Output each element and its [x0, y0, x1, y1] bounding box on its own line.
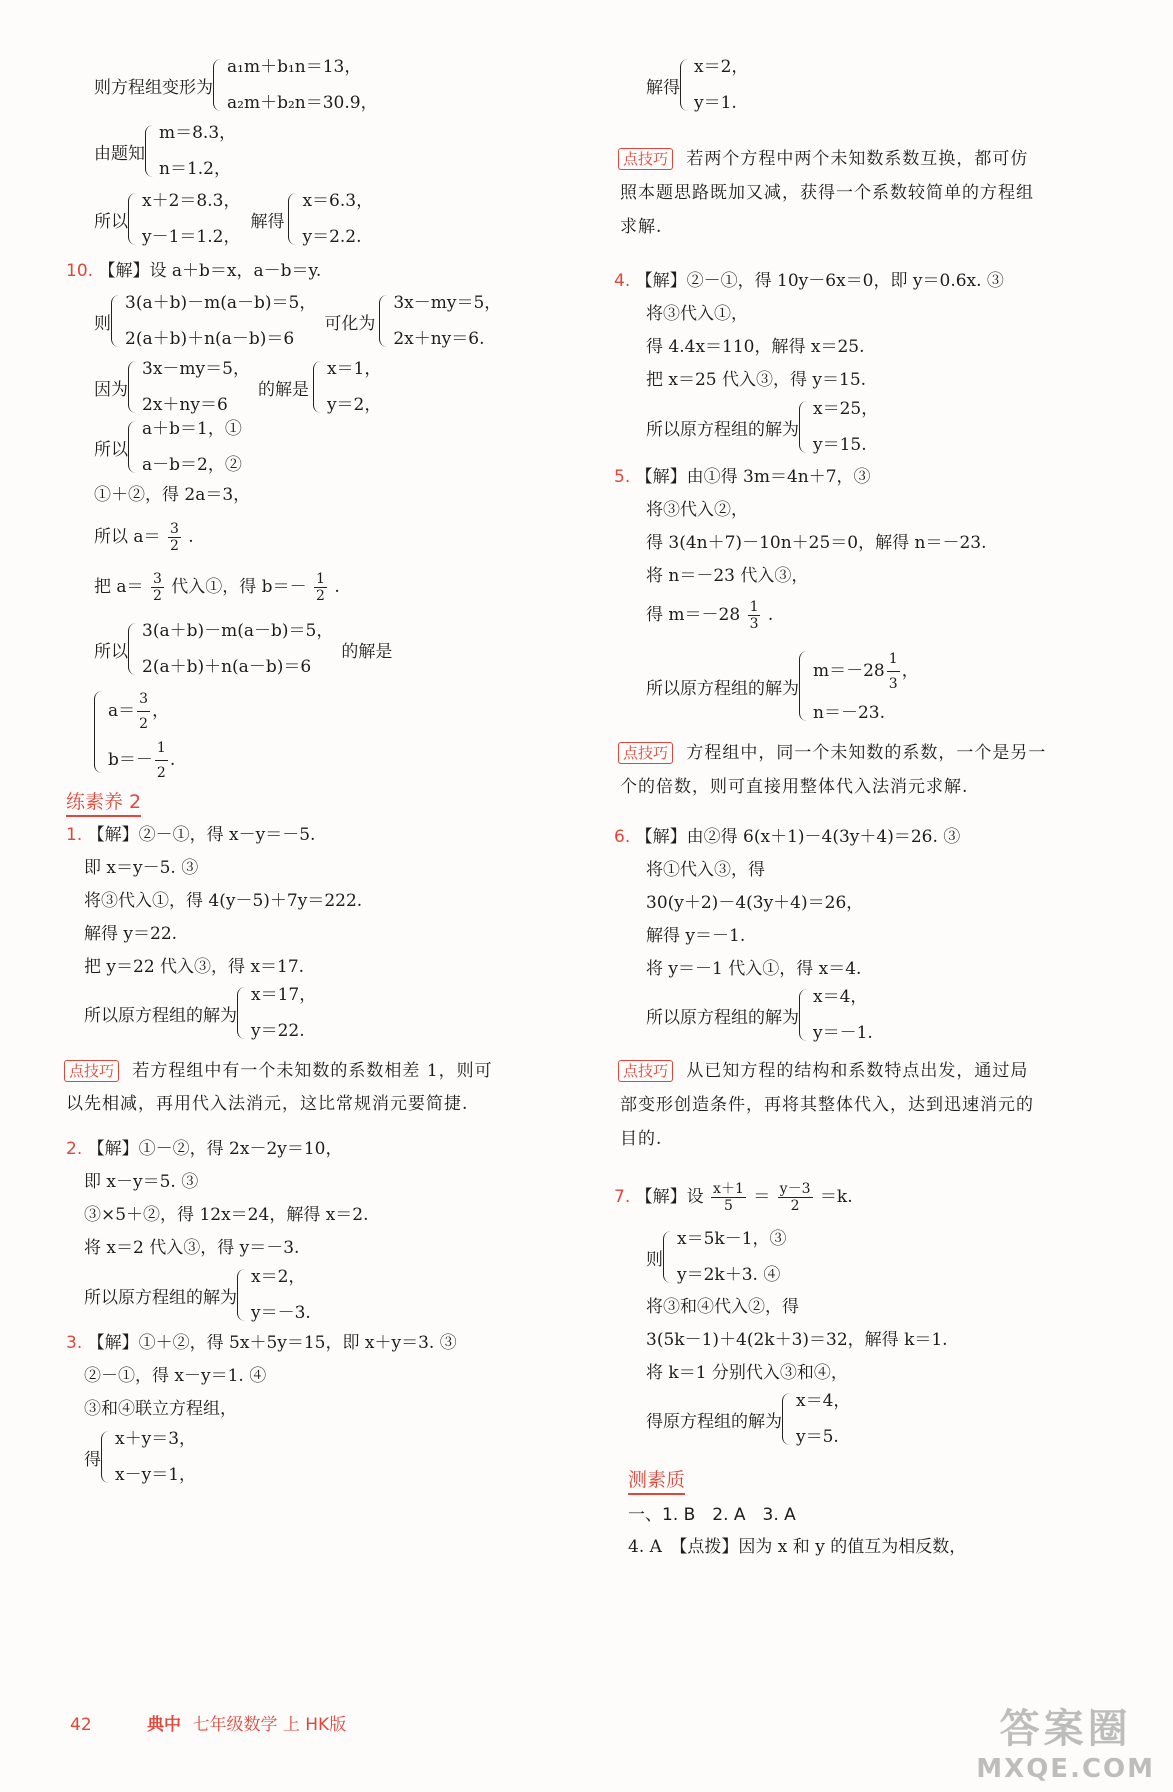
step-line: 解得 y＝22.	[84, 924, 178, 944]
brace	[237, 1269, 247, 1321]
brace	[680, 59, 690, 111]
tip-badge: 点技巧	[618, 742, 673, 764]
tip-text: 以先相减，再用代入法消元，这比常规消元要简捷.	[66, 1094, 469, 1114]
problem-7-head: 7. 【解】设 $\frac{x+1}{5}$ ＝ $\frac{y-3}{2}$ ＝k.	[614, 1181, 853, 1214]
equation-line: 所以 x＋2＝8.3， y－1＝1.2， 解得 x＝6.3， y＝2.2.	[94, 191, 374, 247]
step-line: 将③代入②，	[646, 500, 748, 520]
page-footer	[70, 1710, 346, 1735]
brace	[213, 59, 223, 111]
brace	[663, 1231, 673, 1283]
fraction: $\frac{y-3}{2}$	[779, 1181, 811, 1214]
brace	[94, 691, 104, 773]
fraction: $\frac{x+1}{5}$	[713, 1181, 744, 1214]
brace	[101, 1431, 111, 1483]
step-line: 即 x－y＝5. ③	[84, 1172, 199, 1192]
answer-line: 所以原方程组的解为 x＝2， y＝－3.	[84, 1267, 311, 1323]
tip-badge: 点技巧	[618, 148, 673, 170]
step-line: 将 x＝2 代入③，得 y＝－3.	[84, 1238, 300, 1258]
tip-box: 点技巧 从已知方程的结构和系数特点出发，通过局	[618, 1059, 1028, 1083]
step-line: 解得 y＝－1.	[646, 926, 746, 946]
page-number: 42	[70, 1715, 92, 1735]
step-line: 把 x＝25 代入③，得 y＝15.	[646, 370, 867, 390]
step-line: 得 m＝－28 $\frac{1}{3}$ .	[646, 599, 774, 632]
brace	[313, 361, 323, 413]
tip-badge: 点技巧	[618, 1060, 673, 1082]
problem-3-head: 3. 【解】①＋②，得 5x＋5y＝15，即 x＋y＝3. ③	[66, 1333, 457, 1353]
step-line: 30(y＋2)－4(3y＋4)＝26，	[646, 893, 864, 913]
brace	[128, 361, 138, 413]
tip-text: 个的倍数，则可直接用整体代入法消元求解.	[620, 777, 969, 797]
step-line: 将 n＝－23 代入③，	[646, 566, 809, 586]
tip-text: 部变形创造条件，再将其整体代入，达到迅速消元的	[620, 1095, 1034, 1115]
step-line: ③和④联立方程组，	[84, 1399, 237, 1419]
equation-line: 则 3(a＋b)－m(a－b)＝5， 2(a＋b)＋n(a－b)＝6 可化为 3x－my＝5， 2x＋ny＝6.	[94, 293, 502, 349]
brace	[237, 987, 247, 1039]
fraction: $\frac{1}{3}$	[749, 599, 759, 632]
step-line: 将③代入①，	[646, 304, 748, 324]
step-line: 将③代入①，得 4(y－5)＋7y＝222.	[84, 891, 363, 911]
answer-line: 所以原方程组的解为 x＝25， y＝15.	[646, 399, 879, 455]
fraction: $\frac{3}{2}$	[137, 687, 150, 736]
brace	[128, 193, 138, 245]
step-line: 即 x＝y－5. ③	[84, 858, 199, 878]
choice-answers: 一、1. B 2. A 3. A	[628, 1505, 796, 1525]
tip-text: 照本题思路既加又减，获得一个系数较简单的方程组	[620, 183, 1034, 203]
brace	[128, 623, 138, 675]
equation-line: 所以 a＋b＝1，① a－b＝2，②	[94, 419, 242, 475]
fraction: $\frac{3}{2}$	[169, 521, 179, 554]
tip-box: 点技巧 若方程组中有一个未知数的系数相差 1，则可	[64, 1059, 493, 1083]
problem-10-head: 10. 【解】设 a＋b＝x，a－b＝y.	[66, 261, 322, 281]
problem-4b: 4. A 【点拨】因为 x 和 y 的值互为相反数，	[628, 1537, 967, 1557]
step-line: 得 4.4x＝110，解得 x＝25.	[646, 337, 865, 357]
tip-text: 求解.	[620, 217, 663, 237]
tip-box: 点技巧 若两个方程中两个未知数系数互换，都可仿	[618, 147, 1028, 171]
step-line: 将①代入③，得	[646, 860, 765, 880]
answer-line: 得 x＋y＝3， x－y＝1，	[84, 1429, 197, 1485]
watermark: 答案圈 MXQE.COM	[976, 1706, 1155, 1784]
brace	[782, 1393, 792, 1445]
answer-line: 所以原方程组的解为 m＝－28 $\frac{1}{3}$ ， n＝－23.	[646, 647, 919, 725]
equation-line: 则方程组变形为 a₁m＋b₁n＝13， a₂m＋b₂n＝30.9，	[94, 57, 378, 113]
tip-badge: 点技巧	[64, 1060, 119, 1082]
equation-line: 由题知 m＝8.3， n＝1.2，	[94, 123, 237, 179]
problem-6-head: 6. 【解】由②得 6(x＋1)－4(3y＋4)＝26. ③	[614, 827, 961, 847]
step-line: ①＋②，得 2a＝3，	[94, 485, 251, 505]
equation-line: 则 x＝5k－1，③ y＝2k＋3. ④	[646, 1229, 787, 1285]
step-line: 把 a＝ $\frac{3}{2}$ 代入①，得 b＝－ $\frac{1}{2}$ .	[94, 571, 340, 604]
brace	[288, 193, 298, 245]
book-title: 七年级数学 上 HK版	[192, 1715, 347, 1735]
brace	[145, 125, 155, 177]
fraction: $\frac{1}{2}$	[315, 571, 325, 604]
fraction: $\frac{1}{3}$	[887, 647, 900, 696]
step-line: 把 y＝22 代入③，得 x＝17.	[84, 957, 305, 977]
brace	[128, 421, 138, 473]
answer-line: 所以原方程组的解为 x＝17， y＝22.	[84, 985, 317, 1041]
problem-5-head: 5. 【解】由①得 3m＝4n＋7，③	[614, 467, 871, 487]
brace	[111, 295, 121, 347]
step-line: 将 k＝1 分别代入③和④，	[646, 1363, 848, 1383]
step-line: 将③和④代入②，得	[646, 1297, 799, 1317]
section-title: 练素养 2	[66, 787, 141, 817]
answer-line: 所以原方程组的解为 x＝4， y＝－1.	[646, 987, 873, 1043]
fraction: $\frac{1}{2}$	[155, 736, 168, 785]
problem-1-head: 1. 【解】②－①，得 x－y＝－5.	[66, 825, 316, 845]
brace	[799, 651, 809, 721]
step-line: 3(5k－1)＋4(2k＋3)＝32，解得 k＝1.	[646, 1330, 948, 1350]
brace	[799, 989, 809, 1041]
section-title: 测素质	[628, 1465, 685, 1495]
step-line: 所以 a＝ $\frac{3}{2}$ .	[94, 521, 194, 554]
brand-logo: 典中	[147, 1715, 182, 1735]
brace	[379, 295, 389, 347]
step-line: ③×5＋②，得 12x＝24，解得 x＝2.	[84, 1205, 369, 1225]
step-line: 得 3(4n＋7)－10n＋25＝0，解得 n＝－23.	[646, 533, 987, 553]
answer-line: 得原方程组的解为 x＝4， y＝5.	[646, 1391, 851, 1447]
problem-4-head: 4. 【解】②－①，得 10y－6x＝0，即 y＝0.6x. ③	[614, 271, 1004, 291]
fraction: $\frac{3}{2}$	[152, 571, 162, 604]
step-line: 将 y＝－1 代入①，得 x＝4.	[646, 959, 862, 979]
equation-line: 因为 3x－my＝5， 2x＋ny＝6 的解是 x＝1， y＝2，	[94, 359, 382, 415]
equation-line: a＝ $\frac{3}{2}$ ， b＝－ $\frac{1}{2}$ .	[94, 687, 175, 777]
brace	[799, 401, 809, 453]
tip-box: 点技巧 方程组中，同一个未知数的系数，一个是另一	[618, 741, 1046, 765]
tip-text: 目的.	[620, 1129, 663, 1149]
step-line: ②－①，得 x－y＝1. ④	[84, 1366, 267, 1386]
answer-line: 解得 x＝2， y＝1.	[646, 57, 749, 113]
problem-2-head: 2. 【解】①－②，得 2x－2y＝10，	[66, 1139, 343, 1159]
equation-line: 所以 3(a＋b)－m(a－b)＝5， 2(a＋b)＋n(a－b)＝6 的解是	[94, 621, 393, 677]
